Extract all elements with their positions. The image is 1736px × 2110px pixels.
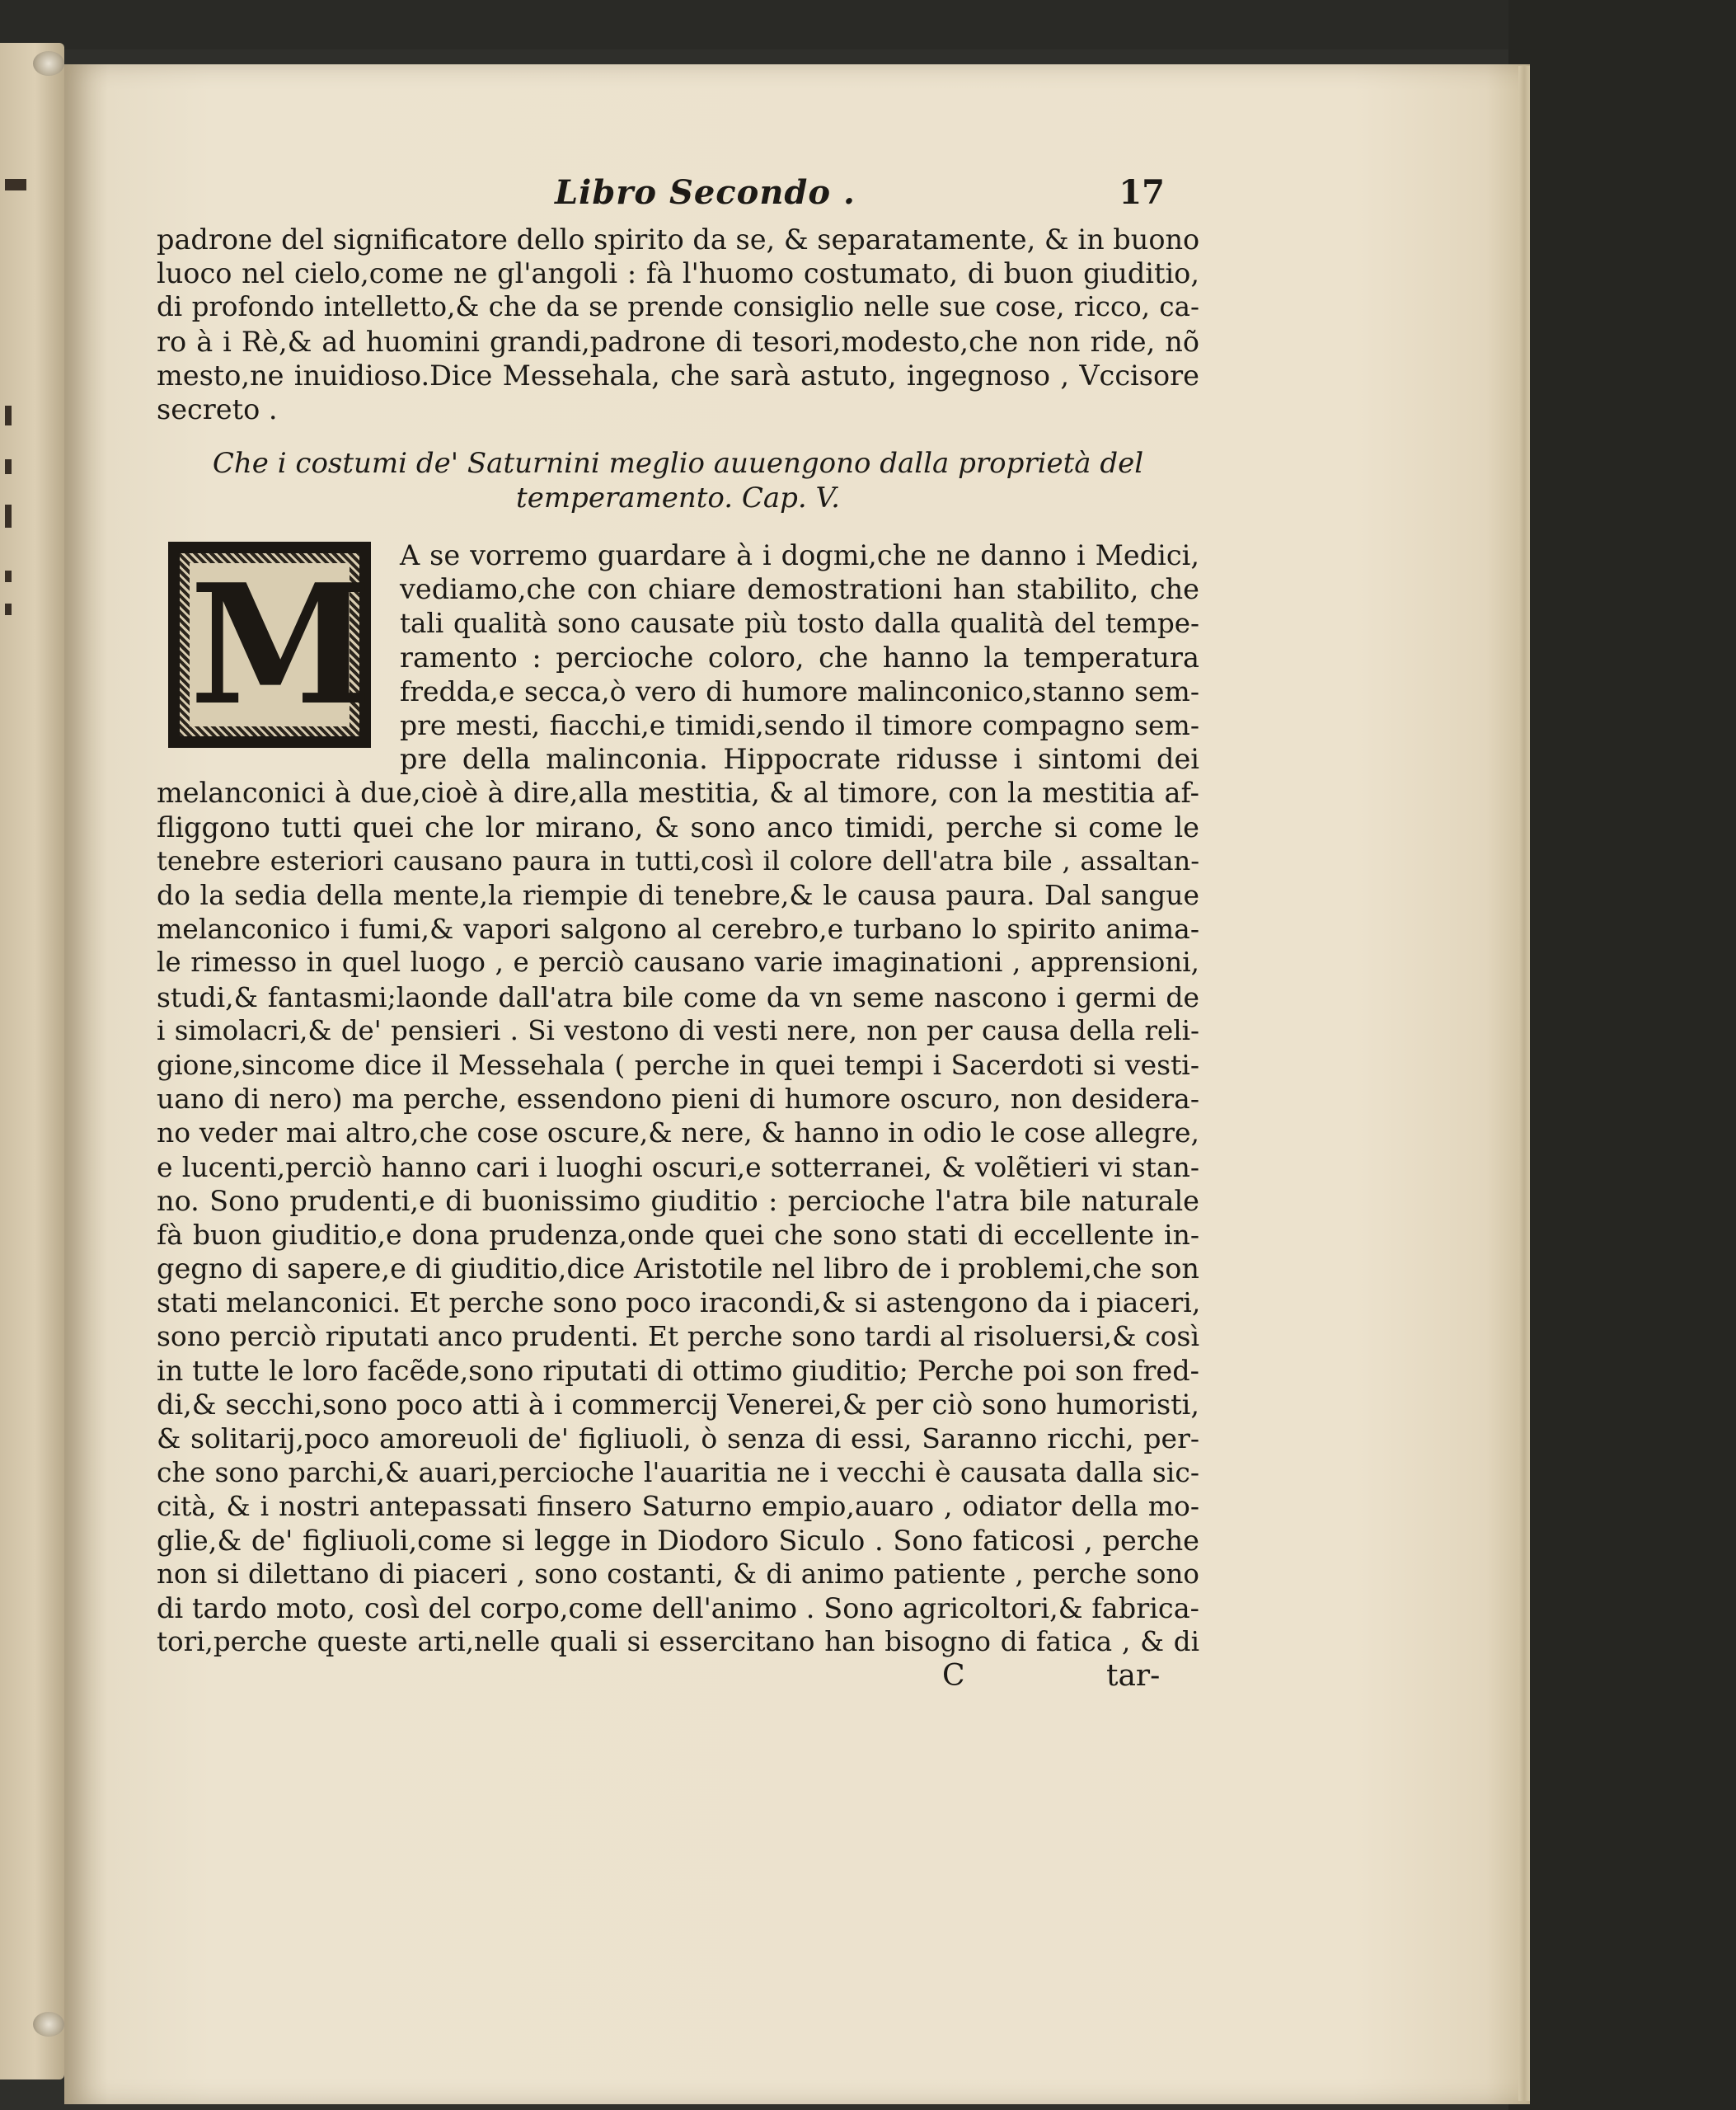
initial-letter: M: [190, 548, 373, 743]
text-line: mesto,ne inuidioso.Dice Messehala, che sarà astuto, ingegnoso , Vccisore: [157, 359, 1199, 392]
text-line: di,& secchi,sono poco atti à i commercij Venerei,& per ciò sono humoristi,: [157, 1388, 1199, 1421]
text-line: ro à i Rè,& ad huomini grandi,padrone di tesori,modesto,che non ride, nõ: [157, 325, 1199, 358]
body-paragraph: [157, 776, 1199, 1659]
text-line: melanconico i fumi,& vapori salgono al cerebro,e turbano lo spirito anima-: [157, 913, 1199, 946]
text-line: ramento : percioche coloro, che hanno la temperatura: [400, 641, 1199, 674]
text-line: fredda,e secca,ò vero di humore malinconico,stanno sem-: [400, 674, 1199, 707]
text-line: sono perciò riputati anco prudenti. Et perche sono tardi al risoluersi,& così: [157, 1320, 1199, 1353]
signature-line: [157, 1659, 1199, 1699]
text-line: in tutte le loro facẽde,sono riputati di ottimo giuditio; Perche poi son fred-: [157, 1354, 1199, 1387]
text-line: & solitarij,poco amoreuoli de' figliuoli, ò senza di essi, Saranno ricchi, per-: [157, 1422, 1199, 1454]
signature-mark: C: [942, 1659, 965, 1694]
text-line: i simolacri,& de' pensieri . Si vestono di vesti nere, non per causa della reli-: [157, 1014, 1199, 1046]
text-line: gione,sincome dice il Messehala ( perche in quei tempi i Sacerdoti si vesti-: [157, 1048, 1199, 1081]
chapter-title-line: Che i costumi de' Saturnini meglio auuengono dalla proprietà del: [212, 447, 1144, 481]
text-line: pre mesti, fiacchi,e timidi,sendo il timore compagno sem-: [400, 709, 1199, 742]
chapter-title-line: temperamento. Cap. V.: [516, 482, 840, 515]
page-stack-edge: [1518, 66, 1530, 2101]
facing-page-glyph: [5, 179, 26, 190]
background-right: [1508, 0, 1736, 2110]
facing-page-glyph: [5, 406, 12, 425]
drop-cap-paragraph: [157, 538, 1199, 776]
chapter-heading: [157, 446, 1199, 515]
text-line: luoco nel cielo,come ne gl'angoli : fà l'huomo costumato, di buon giuditio,: [157, 257, 1199, 290]
text-line: gegno di sapere,e di giuditio,dice Aristotile nel libro de i problemi,che son: [157, 1252, 1199, 1285]
catchword: tar-: [1106, 1659, 1161, 1694]
text-line: cità, & i nostri antepassati finsero Saturno empio,auaro , odiator della mo-: [157, 1490, 1199, 1523]
decorated-initial: [168, 542, 371, 748]
facing-page-glyph: [5, 604, 12, 615]
binding-thread: [33, 51, 64, 76]
page-number: 17: [1119, 173, 1165, 212]
facing-page-glyph: [5, 505, 12, 528]
binding-thread: [33, 2012, 64, 2037]
text-line: melanconici à due,cioè à dire,alla mestitia, & al timore, con la mestitia af-: [157, 777, 1199, 810]
facing-page-glyph: [5, 571, 12, 582]
text-line: vediamo,che con chiare demostrationi han stabilito, che: [400, 573, 1199, 606]
text-line: no. Sono prudenti,e di buonissimo giuditio : percioche l'atra bile naturale: [157, 1184, 1199, 1217]
text-line: secreto .: [157, 392, 278, 425]
facing-page-edge: [0, 43, 64, 2079]
page-text-block: [157, 173, 1199, 1699]
text-line: A se vorremo guardare à i dogmi,che ne danno i Medici,: [400, 539, 1199, 572]
facing-page-glyph: [5, 459, 12, 474]
text-line: padrone del significatore dello spirito da se, & separatamente, & in buono: [157, 223, 1200, 256]
text-line: stati melanconici. Et perche sono poco iracondi,& si astengono da i piaceri,: [157, 1286, 1201, 1319]
text-line: pre della malinconia. Hippocrate ridusse i sintomi dei: [400, 743, 1199, 776]
text-line: glie,& de' figliuoli,come si legge in Diodoro Siculo . Sono faticosi , perche: [157, 1524, 1199, 1557]
text-line: non si dilettano di piaceri , sono costanti, & di animo patiente , perche sono: [157, 1558, 1199, 1590]
text-line: tali qualità sono causate più tosto dalla qualità del tempe-: [400, 607, 1199, 639]
text-line: uano di nero) ma perche, essendono pieni di humore oscuro, non desidera-: [157, 1083, 1199, 1116]
running-title: Libro Secondo .: [555, 173, 856, 212]
intro-paragraph: [157, 223, 1199, 426]
text-line: di profondo intelletto,& che da se prende consiglio nelle sue cose, ricco, ca-: [157, 291, 1199, 323]
text-line: fà buon giuditio,e dona prudenza,onde quei che sono stati di eccellente in-: [157, 1218, 1199, 1251]
text-line: no veder mai altro,che cose oscure,& nere, & hanno in odio le cose allegre,: [157, 1116, 1199, 1149]
text-line: che sono parchi,& auari,percioche l'auaritia ne i vecchi è causata dalla sic-: [157, 1456, 1199, 1489]
running-header: [157, 173, 1199, 223]
text-line: e lucenti,perciò hanno cari i luoghi oscuri,e sotterranei, & volẽtieri vi stan-: [157, 1150, 1199, 1183]
text-line: di tardo moto, così del corpo,come dell'animo . Sono agricoltori,& fabrica-: [157, 1591, 1199, 1624]
text-line: fliggono tutti quei che lor mirano, & sono anco timidi, perche si come le: [157, 811, 1199, 844]
text-line: tori,perche queste arti,nelle quali si essercitano han bisogno di fatica , & di: [157, 1626, 1199, 1658]
background-top: [0, 0, 1736, 49]
text-line: studi,& fantasmi;laonde dall'atra bile come da vn seme nascono i germi de: [157, 980, 1199, 1013]
text-line: tenebre esteriori causano paura in tutti,così il colore dell'atra bile , assaltan-: [157, 844, 1199, 876]
text-line: do la sedia della mente,la riempie di tenebre,& le causa paura. Dal sangue: [157, 879, 1199, 911]
text-line: le rimesso in quel luogo , e perciò causano varie imaginationi , apprensioni,: [157, 947, 1199, 979]
